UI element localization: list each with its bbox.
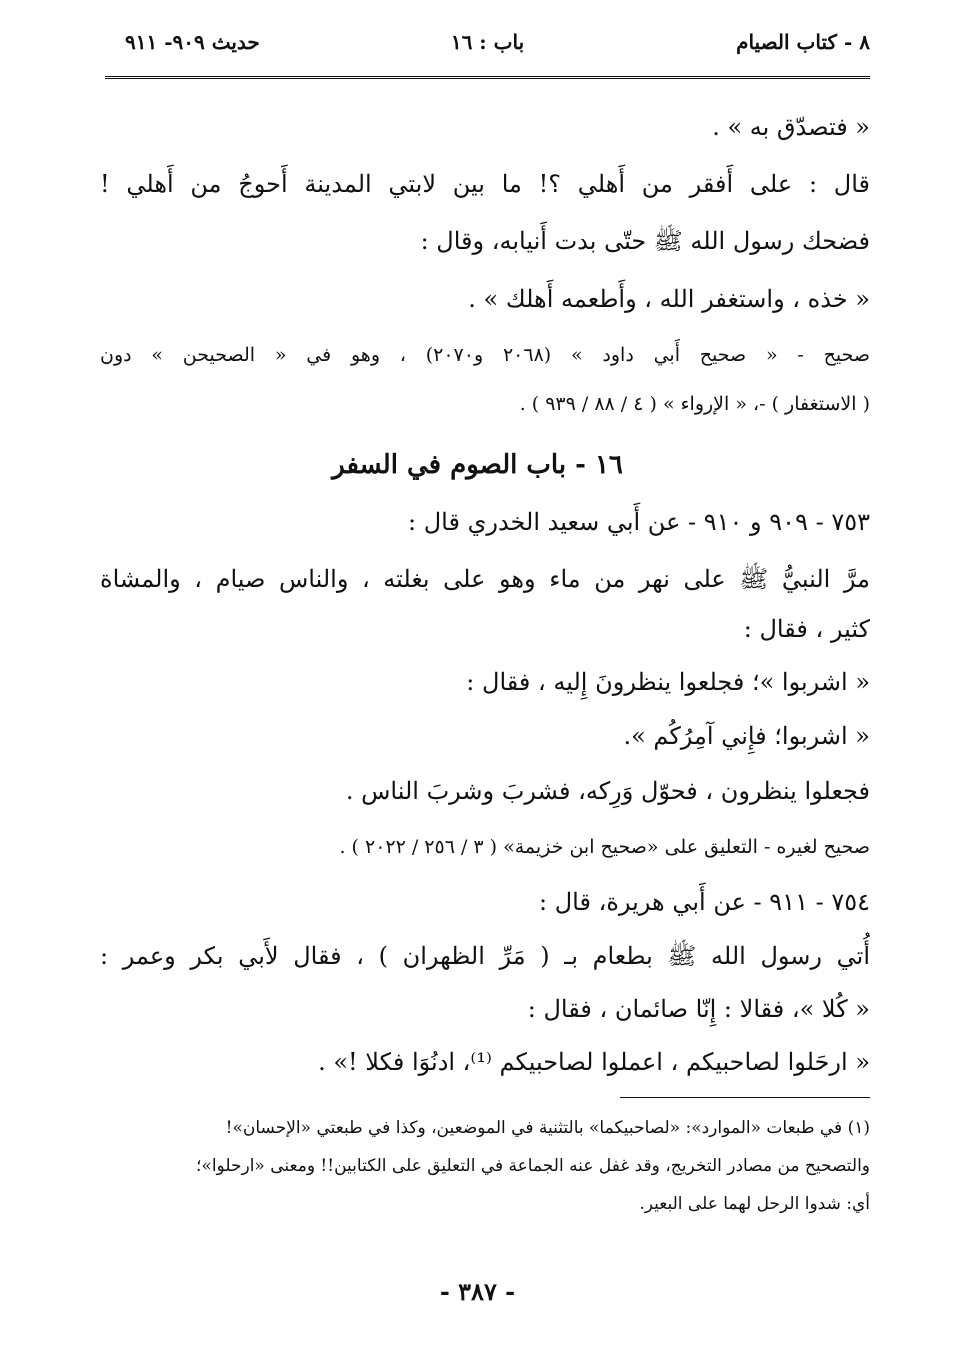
header-rule	[105, 76, 870, 79]
hadith-heading: ٧٥٣ - ٩٠٩ و ٩١٠ - عن أَبي سعيد الخدري قال :	[408, 508, 870, 536]
footnote-line: (١) في طبعات «الموارد»: «لصاحبيكما» بالتثنية في الموضعين، وكذا في طبعتي «الإحسان»!	[225, 1118, 870, 1138]
grading-line: صحيح - « صحيح أَبي داود » (٢٠٦٨ و٢٠٧٠) ، وهو في « الصحيحن » دون	[100, 344, 870, 366]
header-hadith-range: حديث ٩٠٩- ٩١١	[125, 30, 260, 54]
footnote-line: أي: شدوا الرحل لهما على البعير.	[639, 1194, 870, 1214]
page-number: - ٣٨٧ -	[439, 1277, 516, 1306]
text-line: « كُلا »، فقالا : إِنّا صائمان ، فقال :	[527, 995, 870, 1023]
text-line: أُتي رسول الله ﷺ بطعام بـ ( مَرِّ الظهران ) ، فقال لأَبي بكر وعمر :	[100, 942, 870, 970]
text-line: مرَّ النبيُّ ﷺ على نهر من ماء وهو على بغلته ، والناس صيام ، والمشاة	[100, 565, 870, 593]
text-line: « اشربوا »؛ فجلعوا ينظرونَ إِليه ، فقال :	[466, 668, 870, 696]
grading-line: صحيح لغيره - التعليق على «صحيح ابن خزيمة» ( ٣ / ٢٥٦ / ٢٠٢٢ ) .	[339, 836, 870, 858]
header-chapter: باب : ١٦	[450, 30, 525, 54]
footnote-rule	[620, 1097, 870, 1098]
chapter-title: ١٦ - باب الصوم في السفر	[332, 450, 623, 480]
text-line: فجعلوا ينظرون ، فحوّل وَرِكه، فشربَ وشربَ الناس .	[345, 777, 870, 805]
text-line: « خذه ، واستغفر الله ، وأَطعمه أَهلك » .	[468, 285, 870, 313]
text-line: « ارحَلوا لصاحبيكم ، اعملوا لصاحبيكم ⁽¹⁾، ادنُوَا فكلا !» .	[318, 1048, 870, 1076]
text-line: « اشربوا؛ فإِني آمِرُكُم ».	[623, 722, 870, 750]
text-line: « فتصدّق به » .	[712, 113, 870, 141]
running-header	[105, 30, 870, 68]
header-book-title: ٨ - كتاب الصيام	[736, 30, 870, 54]
text-line: كثير ، فقال :	[743, 615, 870, 643]
footnote-line: والتصحيح من مصادر التخريج، وقد غفل عنه الجماعة في التعليق على الكتابين!! ومعنى «ارحلوا»؛	[196, 1156, 870, 1176]
text-line: قال : على أَفقر من أَهلي ؟! ما بين لابتي المدينة أَحوجُ من أَهلي !	[100, 170, 870, 198]
hadith-heading: ٧٥٤ - ٩١١ - عن أَبي هريرة، قال :	[539, 888, 870, 916]
text-line: فضحك رسول الله ﷺ حتّى بدت أَنيابه، وقال :	[420, 227, 870, 255]
grading-line: ( الاستغفار ) -، « الإرواء » ( ٤ / ٨٨ / ٩٣٩ ) .	[519, 393, 870, 415]
